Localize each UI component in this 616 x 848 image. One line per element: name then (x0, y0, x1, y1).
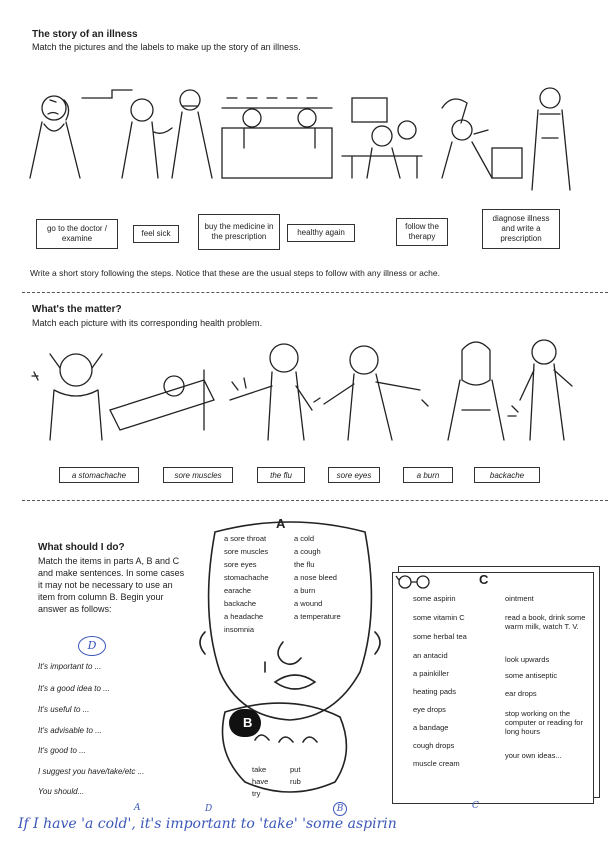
sore-muscles-illustration (314, 346, 428, 440)
part-b-letter: B (243, 715, 253, 730)
label-sore-eyes: sore eyes (328, 467, 380, 483)
burn-arm-illustration (230, 344, 312, 440)
taking-medicine-illustration (442, 99, 522, 178)
list-item: try (252, 789, 261, 798)
doctor-examine-illustration (122, 90, 212, 178)
phrase-item: You should... (38, 787, 85, 796)
label-buy-medicine: buy the medicine in the prescription (198, 214, 280, 250)
list-item: a burn (294, 586, 316, 595)
list-item: a sore throat (224, 534, 267, 543)
part-b-column-1 (252, 764, 268, 800)
healthy-person-illustration (532, 88, 570, 190)
list-item: have (252, 777, 269, 786)
list-item: a bandage (413, 723, 449, 732)
handwritten-circled-letter: D (78, 636, 106, 656)
list-item: insomnia (224, 625, 255, 634)
label-backache: backache (474, 467, 540, 483)
headache-person-illustration (32, 354, 102, 440)
glasses-icon (395, 572, 435, 590)
list-item: ear drops (505, 689, 537, 698)
divider (22, 500, 608, 501)
list-item: stop working on the computer or reading for long hours (505, 709, 583, 736)
label-sore-muscles: sore muscles (163, 467, 233, 483)
label-healthy-again: healthy again (287, 224, 355, 242)
list-item: muscle cream (413, 759, 460, 768)
label-a-burn: a burn (403, 467, 453, 483)
story-task: Write a short story following the steps. Notice that these are the usual steps to follow with any illness or ache. (30, 268, 440, 278)
label-follow-therapy: follow the therapy (396, 218, 448, 246)
list-item: the flu (294, 560, 315, 569)
list-item: some herbal tea (413, 632, 467, 641)
list-item: earache (224, 586, 252, 595)
label-the-flu: the flu (257, 467, 305, 483)
list-item: read a book, drink some warm milk, watch T. V. (505, 613, 586, 631)
list-item: some aspirin (413, 594, 456, 603)
list-item: eye drops (413, 705, 446, 714)
health-problem-illustrations (24, 330, 584, 450)
phrase-item: It's important to ... (38, 662, 102, 671)
handwritten-answer: If I have 'a cold', it's important to 'take' 'some aspirin (18, 816, 397, 832)
pharmacy-illustration (222, 98, 332, 178)
part-a-letter: A (276, 516, 286, 531)
stomachache-woman-illustration (448, 342, 504, 440)
phrase-item: I suggest you have/take/etc ... (38, 767, 145, 776)
list-item: some vitamin C (413, 613, 465, 622)
backache-man-illustration (508, 340, 572, 440)
label-stomachache: a stomachache (59, 467, 139, 483)
handwritten-mark: B (333, 802, 347, 816)
part-a-column-2 (294, 532, 341, 623)
list-item: a cough (294, 547, 321, 556)
list-item: heating pads (413, 687, 456, 696)
story-instruction: Match the pictures and the labels to make up the story of an illness. (32, 42, 301, 52)
list-item: a temperature (294, 612, 341, 621)
part-c-letter: C (479, 572, 489, 587)
phrase-item: It's good to ... (38, 746, 86, 755)
list-item: ointment (505, 594, 534, 603)
list-item: your own ideas... (505, 751, 562, 760)
list-item: look upwards (505, 655, 550, 664)
list-item: cough drops (413, 741, 455, 750)
label-feel-sick: feel sick (133, 225, 179, 243)
list-item: a headache (224, 612, 264, 621)
list-item: a nose bleed (294, 573, 337, 582)
list-item: sore muscles (224, 547, 269, 556)
list-item: a cold (294, 534, 315, 543)
divider (22, 292, 608, 293)
list-item: rub (290, 777, 301, 786)
matter-title: What's the matter? (32, 304, 122, 315)
nose (278, 642, 301, 664)
list-item: put (290, 765, 301, 774)
list-item: an antacid (413, 651, 448, 660)
handwritten-mark: C (472, 801, 479, 811)
part-b-column-2 (290, 764, 301, 788)
what-should-title: What should I do? (38, 542, 125, 553)
phrase-item: It's advisable to ... (38, 726, 102, 735)
list-item: some antiseptic (505, 671, 558, 680)
list-item: a painkiller (413, 669, 449, 678)
part-a-column-1 (224, 532, 269, 636)
list-item: backache (224, 599, 257, 608)
label-diagnose-illness: diagnose illness and write a prescription (482, 209, 560, 249)
list-item: sore eyes (224, 560, 257, 569)
handwritten-mark: D (205, 804, 213, 814)
handwritten-mark: A (134, 803, 141, 813)
what-should-instruction: Match the items in parts A, B and C and make sentences. In some cases it may not be necessary to use an item from column B. Begin your answer as follows: (38, 556, 185, 614)
matter-instruction: Match each picture with its corresponding health problem. (32, 318, 263, 328)
story-title: The story of an illness (32, 29, 138, 40)
label-go-to-doctor: go to the doctor / examine (36, 219, 118, 249)
list-item: stomachache (224, 573, 269, 582)
mouth (275, 675, 315, 689)
sick-person-illustration (30, 90, 132, 178)
flu-bed-illustration (110, 370, 214, 430)
doctor-desk-illustration (342, 98, 422, 178)
list-item: take (252, 765, 267, 774)
phrase-item: It's useful to ... (38, 705, 90, 714)
phrase-item: It's a good idea to ... (38, 684, 110, 693)
list-item: a wound (294, 599, 323, 608)
illness-story-illustrations (22, 78, 592, 198)
